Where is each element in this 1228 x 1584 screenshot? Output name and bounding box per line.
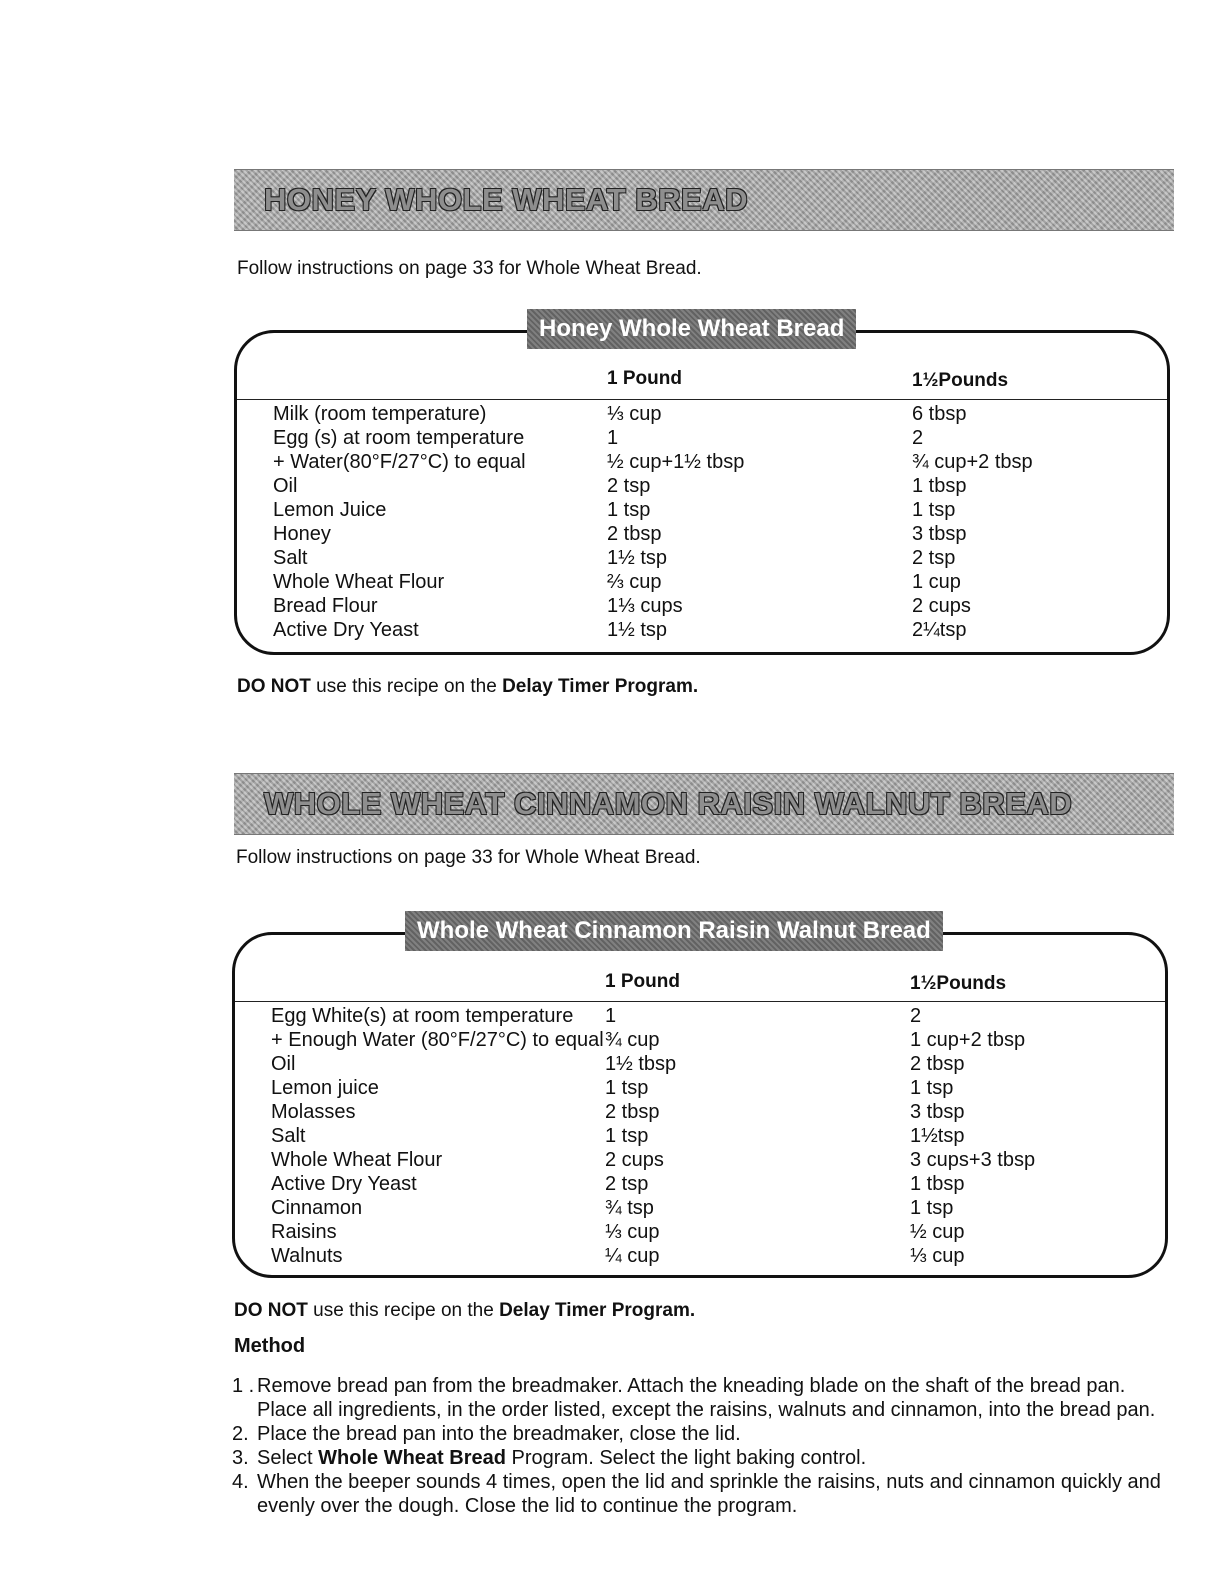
ingredient-name: Salt	[271, 1125, 306, 1147]
delay-timer-note: DO NOT use this recipe on the Delay Timer Program.	[234, 1300, 696, 1321]
header-divider	[237, 399, 1167, 400]
amount-1-5-pounds: 3 tbsp	[912, 523, 967, 545]
method-step: 4. When the beeper sounds 4 times, open the lid and sprinkle the raisins, nuts and cinnamon quickly and evenly over the dough. Close the lid to continue the program.	[232, 1471, 1161, 1517]
intro-text: Follow instructions on page 33 for Whole Wheat Bread.	[236, 847, 701, 868]
section-banner-cinnamon-raisin	[234, 773, 1174, 835]
amount-1-pound: 1½ tsp	[607, 619, 668, 641]
header-divider	[235, 1001, 1165, 1002]
ingredient-name: Molasses	[271, 1101, 356, 1123]
amount-1-5-pounds: 3 cups+3 tbsp	[910, 1149, 1036, 1171]
amount-1-5-pounds: 1 tsp	[910, 1077, 954, 1099]
ingredient-row	[235, 1244, 1165, 1268]
ingredient-name: Active Dry Yeast	[271, 1173, 417, 1195]
ingredient-name: Bread Flour	[273, 595, 378, 617]
method-step: 3. Select Whole Wheat Bread Program. Select the light baking control.	[232, 1447, 867, 1469]
amount-1-pound: ¼ cup	[605, 1245, 660, 1267]
amount-1-5-pounds: ⅓ cup	[910, 1245, 965, 1267]
ingredient-row	[237, 570, 1167, 594]
ingredient-row	[235, 1028, 1165, 1052]
method-steps	[232, 1374, 1172, 1518]
ingredient-row	[237, 450, 1167, 474]
ingredient-row	[237, 426, 1167, 450]
ingredient-row	[235, 1076, 1165, 1100]
method-step: 2. Place the bread pan into the breadmaker, close the lid.	[232, 1423, 741, 1445]
amount-1-pound: 1	[607, 427, 619, 449]
ingredient-name: Egg (s) at room temperature	[273, 427, 525, 449]
ingredient-name: Walnuts	[271, 1245, 343, 1267]
delay-timer-note: DO NOT use this recipe on the Delay Timer Program.	[237, 676, 699, 697]
column-header-1-pound: 1 Pound	[607, 368, 682, 389]
ingredient-row	[237, 522, 1167, 546]
ingredient-name: Whole Wheat Flour	[271, 1149, 443, 1171]
ingredient-row	[235, 1148, 1165, 1172]
amount-1-5-pounds: 1 tbsp	[910, 1173, 965, 1195]
banner-title: HONEY WHOLE WHEAT BREAD	[264, 182, 748, 217]
amount-1-pound: 1⅓ cups	[607, 595, 683, 617]
ingredient-name: Egg White(s) at room temperature	[271, 1005, 574, 1027]
amount-1-5-pounds: 2 tbsp	[910, 1053, 965, 1075]
ingredient-row	[237, 474, 1167, 498]
ingredient-row	[237, 594, 1167, 618]
amount-1-5-pounds: 1 tsp	[912, 499, 956, 521]
ingredient-name: + Water(80°F/27°C) to equal	[273, 451, 526, 473]
ingredient-row	[237, 618, 1167, 642]
amount-1-pound: 1 tsp	[605, 1077, 649, 1099]
ingredient-row	[235, 1172, 1165, 1196]
amount-1-pound: ¾ tsp	[605, 1197, 654, 1219]
amount-1-5-pounds: 2¼tsp	[912, 619, 967, 641]
amount-1-pound: ½ cup+1½ tbsp	[607, 451, 745, 473]
amount-1-5-pounds: ½ cup	[910, 1221, 965, 1243]
amount-1-pound: ⅓ cup	[605, 1221, 660, 1243]
amount-1-5-pounds: ¾ cup+2 tbsp	[912, 451, 1033, 473]
amount-1-5-pounds: 1½tsp	[910, 1125, 965, 1147]
amount-1-5-pounds: 1 tbsp	[912, 475, 967, 497]
column-header-1-5-pounds: 1½Pounds	[910, 973, 1007, 994]
table-title: Whole Wheat Cinnamon Raisin Walnut Bread	[405, 911, 943, 951]
section-banner-honey	[234, 169, 1174, 231]
ingredient-name: Milk (room temperature)	[273, 403, 487, 425]
amount-1-5-pounds: 2	[912, 427, 924, 449]
intro-text: Follow instructions on page 33 for Whole Wheat Bread.	[237, 258, 702, 279]
ingredient-row	[235, 1100, 1165, 1124]
amount-1-pound: 1	[605, 1005, 617, 1027]
ingredient-name: Lemon Juice	[273, 499, 387, 521]
ingredient-name: Salt	[273, 547, 308, 569]
table-title: Honey Whole Wheat Bread	[527, 309, 856, 349]
ingredient-name: Lemon juice	[271, 1077, 379, 1099]
amount-1-5-pounds: 3 tbsp	[910, 1101, 965, 1123]
ingredient-name: Raisins	[271, 1221, 337, 1243]
recipe-table-cinnamon-raisin	[232, 917, 1168, 1278]
amount-1-5-pounds: 6 tbsp	[912, 403, 967, 425]
ingredient-row	[237, 546, 1167, 570]
amount-1-pound: ⅔ cup	[607, 571, 662, 593]
amount-1-pound: 2 tbsp	[607, 523, 662, 545]
ingredient-name: Active Dry Yeast	[273, 619, 419, 641]
ingredient-name: Honey	[273, 523, 331, 545]
ingredient-row	[235, 1220, 1165, 1244]
amount-1-5-pounds: 2	[910, 1005, 922, 1027]
method-heading: Method	[234, 1335, 306, 1357]
ingredient-row	[237, 498, 1167, 522]
amount-1-pound: 1½ tbsp	[605, 1053, 677, 1075]
amount-1-pound: 1 tsp	[605, 1125, 649, 1147]
method-step: 1 . Remove bread pan from the breadmaker. Attach the kneading blade on the shaft of the bread pan. Place all ingredients, in the order listed, except the raisins, walnuts and cinnamon, into the bread pan.	[232, 1375, 1156, 1421]
ingredient-row	[235, 1196, 1165, 1220]
ingredient-row	[235, 1124, 1165, 1148]
amount-1-pound: 1½ tsp	[607, 547, 668, 569]
ingredient-name: Whole Wheat Flour	[273, 571, 445, 593]
amount-1-pound: ¾ cup	[605, 1029, 660, 1051]
ingredient-row	[235, 1052, 1165, 1076]
column-header-1-pound: 1 Pound	[605, 971, 680, 992]
amount-1-pound: ⅓ cup	[607, 403, 662, 425]
banner-title: WHOLE WHEAT CINNAMON RAISIN WALNUT BREAD	[264, 786, 1073, 821]
amount-1-pound: 2 tsp	[605, 1173, 649, 1195]
amount-1-5-pounds: 1 cup+2 tbsp	[910, 1029, 1026, 1051]
amount-1-pound: 2 cups	[605, 1149, 664, 1171]
ingredient-name: Cinnamon	[271, 1197, 363, 1219]
ingredient-row	[235, 1004, 1165, 1028]
ingredient-row	[237, 402, 1167, 426]
ingredient-name: + Enough Water (80°F/27°C) to equal	[271, 1029, 604, 1051]
ingredient-rows	[237, 402, 1167, 642]
amount-1-pound: 2 tbsp	[605, 1101, 660, 1123]
ingredient-name: Oil	[271, 1053, 296, 1075]
column-header-1-5-pounds: 1½Pounds	[912, 370, 1009, 391]
ingredient-name: Oil	[273, 475, 298, 497]
ingredient-rows	[235, 1004, 1165, 1268]
recipe-table-honey	[234, 315, 1170, 655]
amount-1-5-pounds: 1 cup	[912, 571, 961, 593]
amount-1-pound: 2 tsp	[607, 475, 651, 497]
amount-1-5-pounds: 2 tsp	[912, 547, 956, 569]
amount-1-pound: 1 tsp	[607, 499, 651, 521]
amount-1-5-pounds: 1 tsp	[910, 1197, 954, 1219]
amount-1-5-pounds: 2 cups	[912, 595, 971, 617]
